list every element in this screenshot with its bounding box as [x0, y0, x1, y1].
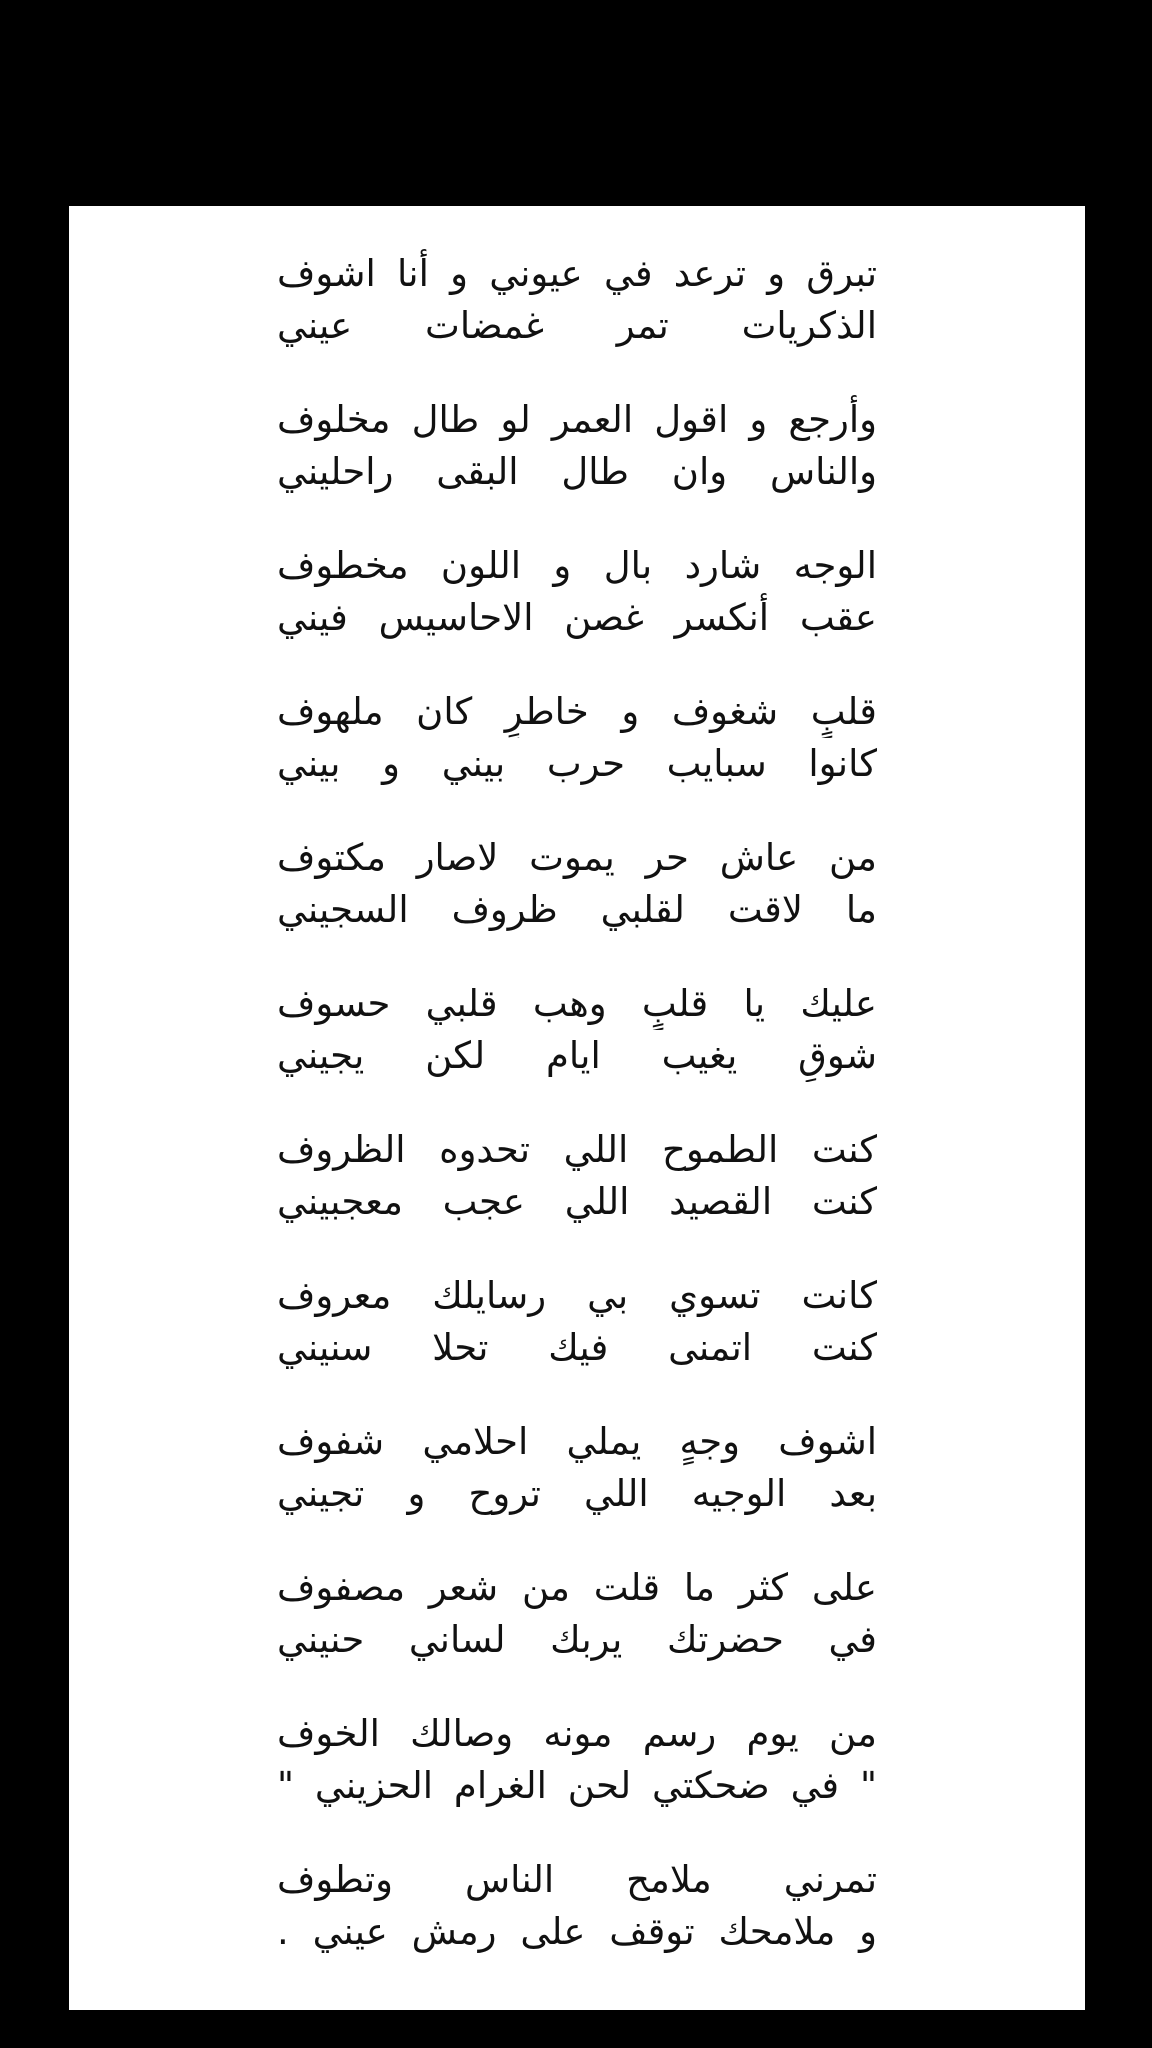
verse-line: بعد الوجيه اللي تروح و تجيني — [277, 1472, 877, 1515]
verse-line: و ملامحك توقف على رمش عيني . — [277, 1910, 877, 1953]
stanza — [277, 978, 877, 1124]
verse-line: تمرني ملامح الناس وتطوف — [277, 1858, 877, 1901]
stanza — [277, 248, 877, 394]
verse-line: تبرق و ترعد في عيوني و أنا اشوف — [277, 252, 877, 295]
verse-line: كنت اتمنى فيك تحلا سنيني — [277, 1326, 877, 1369]
stanza — [277, 540, 877, 686]
verse-line: عقب أنكسر غصن الاحاسيس فيني — [277, 596, 877, 639]
verse-line: من يوم رسم مونه وصالك الخوف — [277, 1712, 877, 1755]
verse-line: في حضرتك يربك لساني حنيني — [277, 1618, 877, 1661]
verse-line: كنت الطموح اللي تحدوه الظروف — [277, 1128, 877, 1171]
verse-line: وأرجع و اقول العمر لو طال مخلوف — [277, 398, 877, 441]
verse-line: " في ضحكتي لحن الغرام الحزيني " — [277, 1764, 877, 1807]
stanza — [277, 1562, 877, 1708]
verse-line: كنت القصيد اللي عجب معجبيني — [277, 1180, 877, 1223]
verse-line: ما لاقت لقلبي ظروف السجيني — [277, 888, 877, 931]
stanza — [277, 1270, 877, 1416]
stanza — [277, 1708, 877, 1854]
poem-page — [69, 206, 1085, 2010]
stanza — [277, 1416, 877, 1562]
verse-line: الذكريات تمر غمضات عيني — [277, 304, 877, 347]
poem-text — [69, 248, 1085, 2000]
verse-line: والناس وان طال البقى راحليني — [277, 450, 877, 493]
verse-line: كانت تسوي بي رسايلك معروف — [277, 1274, 877, 1317]
stanza — [277, 1124, 877, 1270]
verse-line: شوقٍ يغيب ايام لكن يجيني — [277, 1034, 877, 1077]
stanza — [277, 686, 877, 832]
verse-line: الوجه شارد بال و اللون مخطوف — [277, 544, 877, 587]
verse-line: على كثر ما قلت من شعر مصفوف — [277, 1566, 877, 1609]
verse-line: من عاش حر يموت لاصار مكتوف — [277, 836, 877, 879]
verse-line: عليك يا قلبٍ وهب قلبي حسوف — [277, 982, 877, 1025]
verse-line: اشوف وجهٍ يملي احلامي شفوف — [277, 1420, 877, 1463]
stanza — [277, 394, 877, 540]
verse-line: قلبٍ شغوف و خاطرٍ كان ملهوف — [277, 690, 877, 733]
stanza — [277, 1854, 877, 2000]
stanza — [277, 832, 877, 978]
verse-line: كانوا سبايب حرب بيني و بيني — [277, 742, 877, 785]
